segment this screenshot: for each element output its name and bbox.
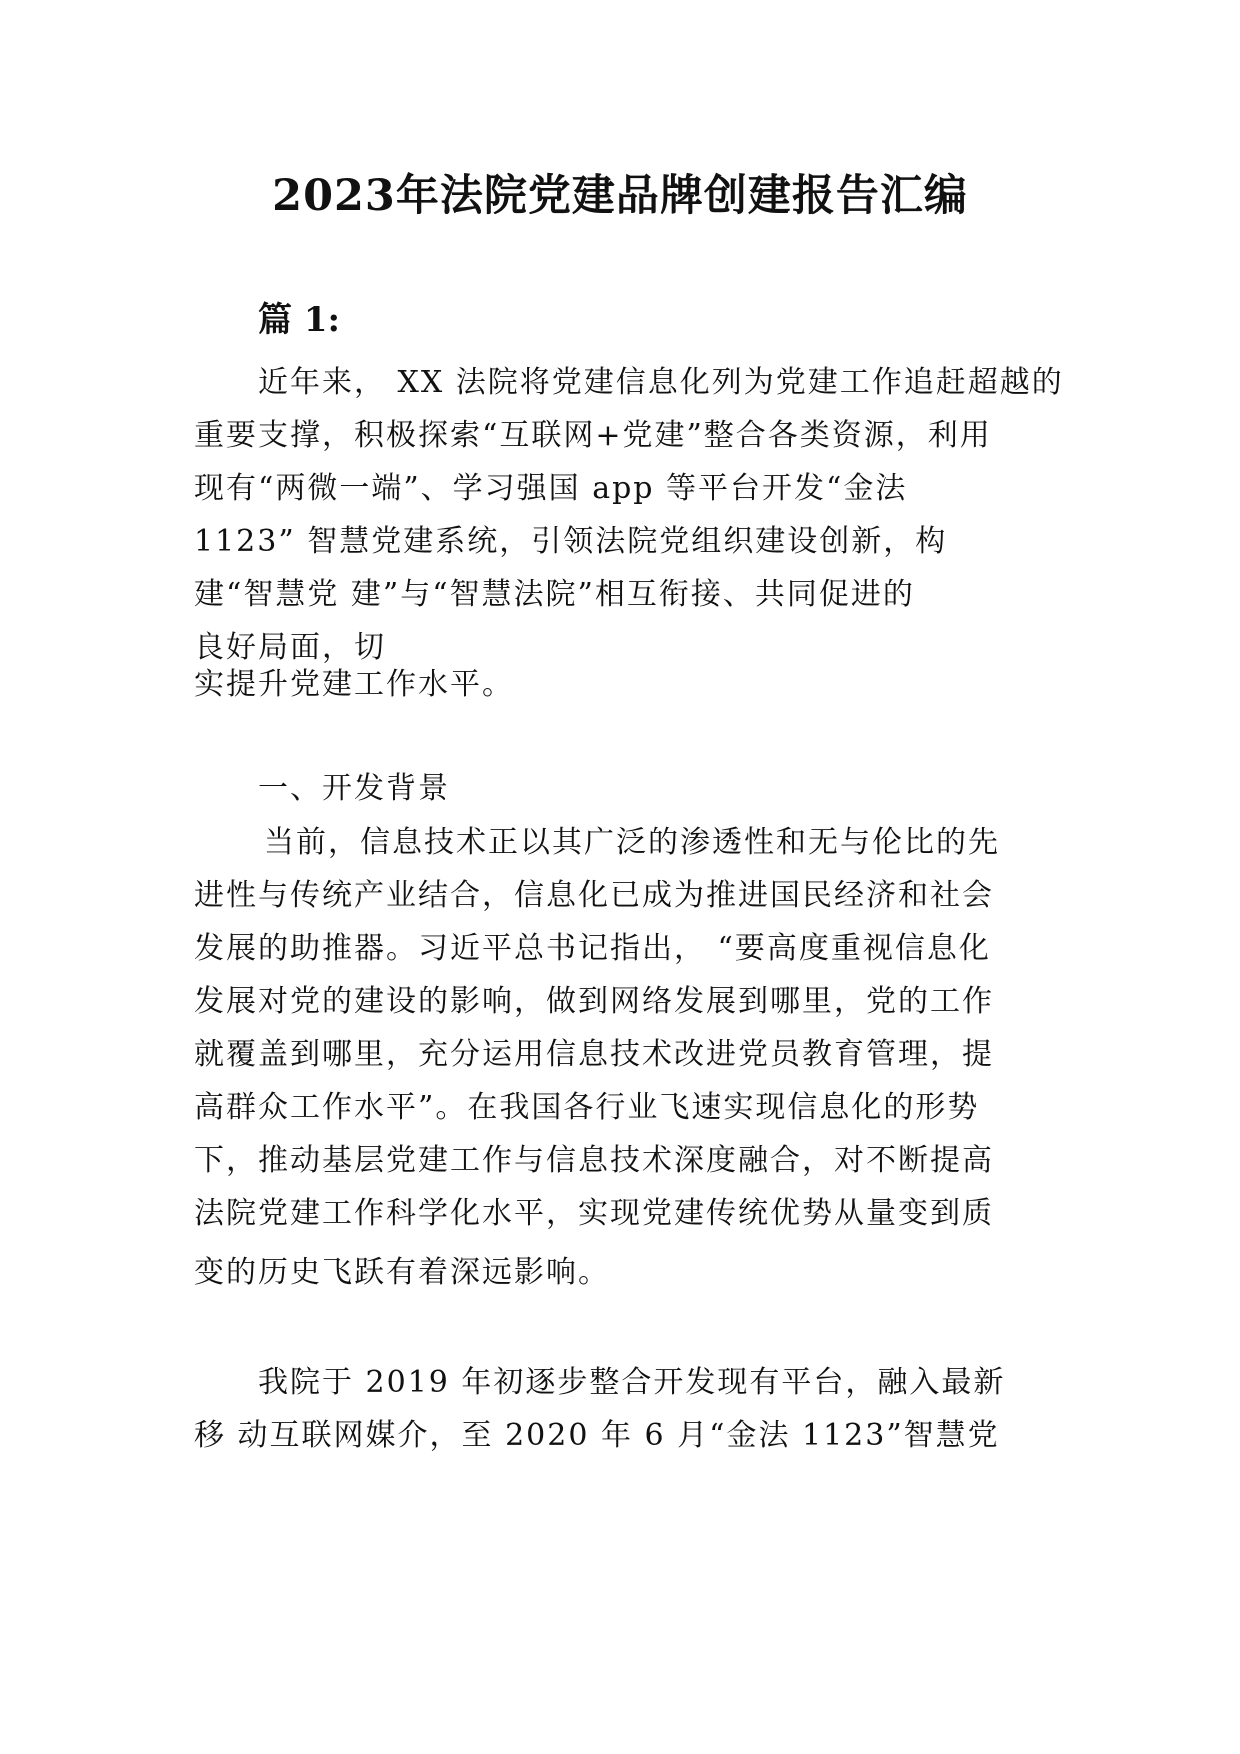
text-line: 实提升党建工作水平。	[194, 667, 514, 702]
paragraph-1-tail	[194, 658, 1066, 711]
text-line: 良好局面，切	[194, 630, 386, 665]
text-line: 发展对党的建设的影响，做到网络发展到哪里，党的工作	[194, 984, 994, 1019]
text-line: 建“智慧党 建”与“智慧法院”相互衔接、共同促进的	[194, 577, 915, 612]
text-line: 当前，信息技术正以其广泛的渗透性和无与伦比的先	[264, 825, 1000, 860]
text-line: 重要支撑，积极探索“互联网+党建”整合各类资源，利用	[194, 418, 992, 453]
text-line: 发展的助推器。习近平总书记指出， “要高度重视信息化	[194, 931, 991, 966]
section-label: 篇 1:	[258, 300, 341, 340]
paragraph-2-body	[194, 869, 1066, 1240]
paragraph-3	[194, 1356, 1066, 1462]
heading-development-background: 一、开发背景	[258, 771, 450, 806]
paragraph-2	[194, 816, 1066, 1240]
paragraph-1-line-1	[194, 356, 1066, 409]
text-line: 现有“两微一端”、学习强国 app 等平台开发“金法	[194, 471, 908, 506]
text-line: 下，推动基层党建工作与信息技术深度融合，对不断提高	[194, 1143, 994, 1178]
document-title: 2023年法院党建品牌创建报告汇编	[272, 171, 968, 221]
section-heading	[194, 762, 1066, 815]
paragraph-3-line-1	[194, 1356, 1066, 1409]
text-line: 高群众工作水平”。在我国各行业飞速实现信息化的形势	[194, 1090, 980, 1125]
paragraph-1	[194, 356, 1066, 674]
paragraph-2-line-1	[194, 816, 1066, 869]
text-line: 近年来， XX 法院将党建信息化列为党建工作追赶超越的	[258, 365, 1064, 400]
text-line: 变的历史飞跃有着深远影响。	[194, 1255, 610, 1290]
text-line: 1123” 智慧党建系统，引领法院党组织建设创新，构	[194, 524, 948, 559]
paragraph-3-body	[194, 1409, 1066, 1462]
text-line: 法院党建工作科学化水平，实现党建传统优势从量变到质	[194, 1196, 994, 1231]
paragraph-2-tail	[194, 1246, 1066, 1299]
text-line: 就覆盖到哪里，充分运用信息技术改进党员教育管理，提	[194, 1037, 994, 1072]
text-line: 我院于 2019 年初逐步整合开发现有平台，融入最新	[258, 1365, 1006, 1400]
text-line: 移 动互联网媒介，至 2020 年 6 月“金法 1123”智慧党	[194, 1418, 1000, 1453]
paragraph-1-body	[194, 409, 1066, 674]
text-line: 进性与传统产业结合，信息化已成为推进国民经济和社会	[194, 878, 994, 913]
